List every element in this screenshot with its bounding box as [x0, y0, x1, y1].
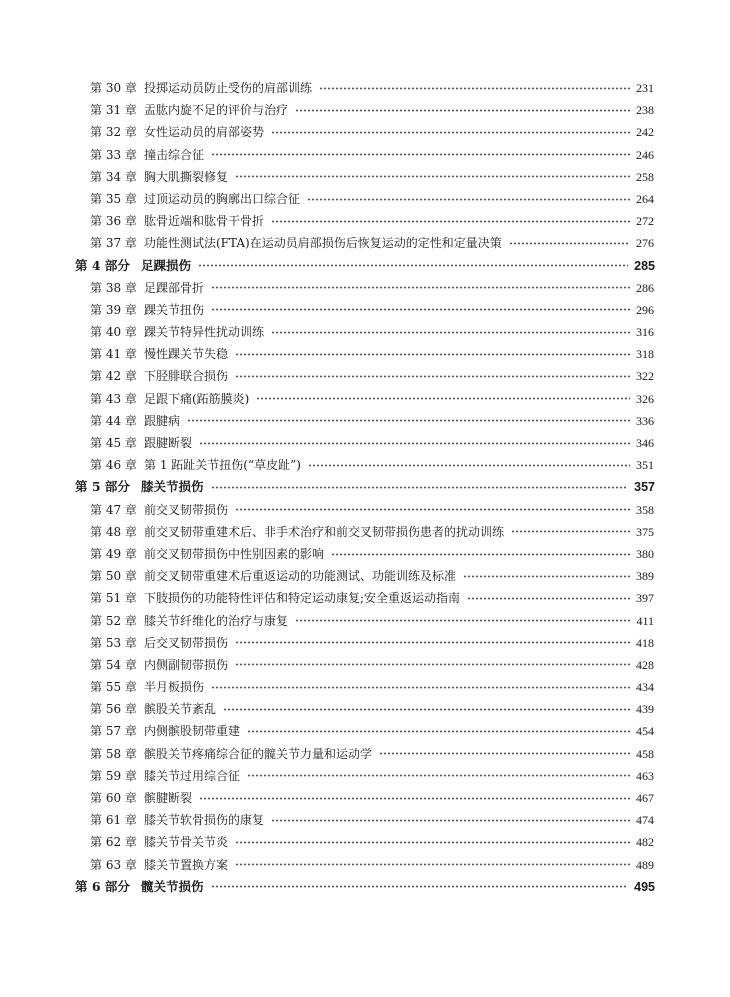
page-number: 482	[636, 835, 654, 850]
chapter-title: 半月板损伤	[144, 680, 205, 695]
chapter-number: 第 40 章	[90, 325, 137, 340]
dot-leader	[235, 863, 630, 866]
dot-leader	[307, 198, 630, 201]
toc-chapter-entry[interactable]	[0, 543, 730, 565]
chapter-number: 第 58 章	[90, 746, 137, 761]
chapter-number: 第 53 章	[90, 635, 137, 650]
chapter-title: 内侧髌股韧带重建	[144, 724, 241, 739]
chapter-title: 肱骨近端和肱骨干骨折	[144, 214, 265, 229]
toc-chapter-entry[interactable]	[0, 831, 730, 853]
chapter-title: 膝关节软骨损伤的康复	[144, 813, 265, 828]
toc-chapter-entry[interactable]	[0, 365, 730, 387]
toc-chapter-entry[interactable]	[0, 654, 730, 676]
chapter-title: 下胫腓联合损伤	[144, 369, 229, 384]
chapter-number: 第 46 章	[90, 458, 137, 473]
part-number: 第 6 部分	[75, 878, 130, 894]
chapter-title: 膝关节纤维化的治疗与康复	[144, 613, 289, 628]
toc-chapter-entry[interactable]	[0, 499, 730, 521]
dot-leader	[271, 331, 630, 334]
page-number: 318	[636, 347, 654, 362]
dot-leader	[463, 575, 630, 578]
dot-leader	[199, 442, 630, 445]
dot-leader	[235, 663, 630, 666]
dot-leader	[235, 508, 630, 511]
chapter-title: 跟腱病	[144, 413, 181, 428]
chapter-title: 前交叉韧带重建术后重返运动的功能测试、功能训练及标准	[144, 569, 457, 584]
chapter-number: 第 32 章	[90, 125, 137, 140]
toc-chapter-entry[interactable]	[0, 720, 730, 742]
chapter-title: 前交叉韧带重建术后、非手术治疗和前交叉韧带损伤患者的扰动训练	[144, 524, 505, 539]
dot-leader	[319, 87, 630, 90]
dot-leader	[235, 641, 630, 644]
dot-leader	[271, 131, 630, 134]
chapter-title: 慢性踝关节失稳	[144, 347, 229, 362]
toc-chapter-entry[interactable]	[0, 676, 730, 698]
toc-chapter-entry[interactable]	[0, 388, 730, 410]
part-title: 膝关节损伤	[141, 479, 204, 495]
dot-leader	[235, 353, 630, 356]
toc-chapter-entry[interactable]	[0, 854, 730, 876]
page-number: 467	[636, 791, 654, 805]
dot-leader	[211, 153, 630, 156]
dot-leader	[223, 708, 630, 711]
chapter-number: 第 49 章	[90, 546, 137, 561]
dot-leader	[256, 397, 630, 400]
toc-part-entry[interactable]	[0, 476, 730, 498]
toc-chapter-entry[interactable]	[0, 232, 730, 254]
page-number: 346	[636, 436, 654, 450]
page-number: 357	[634, 480, 655, 495]
toc-chapter-entry[interactable]	[0, 809, 730, 831]
page-number: 264	[636, 191, 654, 206]
chapter-number: 第 44 章	[90, 413, 137, 428]
chapter-title: 盂肱内旋不足的评价与治疗	[144, 103, 289, 118]
page-number: 231	[636, 81, 654, 95]
toc-chapter-entry[interactable]	[0, 210, 730, 232]
chapter-number: 第 47 章	[90, 502, 137, 517]
chapter-title: 第 1 跖趾关节扭伤(“草皮趾”)	[144, 458, 301, 473]
page-number: 474	[636, 813, 654, 828]
dot-leader	[247, 774, 630, 777]
chapter-number: 第 42 章	[90, 369, 137, 384]
chapter-number: 第 51 章	[90, 591, 137, 606]
toc-chapter-entry[interactable]	[0, 99, 730, 121]
dot-leader	[379, 752, 630, 755]
part-title: 足踝损伤	[141, 257, 192, 273]
dot-leader	[308, 464, 630, 467]
dot-leader	[235, 841, 630, 844]
chapter-title: 下肢损伤的功能特性评估和特定运动康复;安全重返运动指南	[144, 591, 461, 606]
part-title: 髋关节损伤	[141, 878, 204, 894]
page-number: 358	[636, 502, 654, 517]
chapter-title: 前交叉韧带损伤中性别因素的影响	[144, 546, 325, 561]
chapter-number: 第 56 章	[90, 702, 137, 717]
chapter-number: 第 54 章	[90, 657, 137, 672]
toc-part-entry[interactable]	[0, 876, 730, 898]
part-number: 第 5 部分	[75, 479, 130, 495]
chapter-title: 髌股关节疼痛综合征的髋关节力量和运动学	[144, 746, 373, 761]
dot-leader	[295, 619, 630, 622]
page-number: 489	[636, 857, 654, 872]
toc-chapter-entry[interactable]	[0, 787, 730, 809]
dot-leader	[199, 797, 630, 800]
toc-chapter-entry[interactable]	[0, 743, 730, 765]
chapter-title: 投掷运动员防止受伤的肩部训练	[144, 81, 313, 95]
chapter-number: 第 30 章	[90, 81, 137, 95]
dot-leader	[271, 819, 630, 822]
chapter-title: 前交叉韧带损伤	[144, 502, 229, 517]
toc-chapter-entry[interactable]	[0, 144, 730, 166]
page-number: 316	[636, 325, 654, 340]
page-number: 351	[636, 458, 654, 473]
toc-chapter-entry[interactable]	[0, 765, 730, 787]
dot-leader	[331, 553, 630, 556]
dot-leader	[211, 308, 630, 311]
page-number: 375	[636, 524, 654, 539]
chapter-number: 第 63 章	[90, 857, 137, 872]
chapter-number: 第 62 章	[90, 835, 137, 850]
chapter-title: 髌腱断裂	[144, 791, 193, 805]
chapter-title: 跟腱断裂	[144, 436, 193, 450]
page-number: 428	[636, 657, 654, 672]
chapter-number: 第 37 章	[90, 236, 137, 251]
page-number: 326	[636, 391, 654, 406]
chapter-title: 胸大肌撕裂修复	[144, 169, 229, 184]
toc-chapter-entry[interactable]	[0, 188, 730, 210]
dot-leader	[235, 375, 630, 378]
chapter-number: 第 41 章	[90, 347, 137, 362]
chapter-number: 第 60 章	[90, 791, 137, 805]
toc-chapter-entry[interactable]	[0, 610, 730, 632]
dot-leader	[271, 220, 630, 223]
dot-leader	[187, 419, 630, 422]
chapter-title: 后交叉韧带损伤	[144, 635, 229, 650]
toc-chapter-entry[interactable]	[0, 410, 730, 432]
chapter-number: 第 55 章	[90, 680, 137, 695]
chapter-title: 功能性测试法(FTA)在运动员肩部损伤后恢复运动的定性和定量决策	[144, 236, 502, 251]
toc-chapter-entry[interactable]	[0, 432, 730, 454]
chapter-number: 第 33 章	[90, 147, 137, 162]
page-number: 380	[636, 546, 654, 561]
chapter-number: 第 34 章	[90, 169, 137, 184]
chapter-number: 第 59 章	[90, 768, 137, 783]
toc-chapter-entry[interactable]	[0, 77, 730, 99]
toc-chapter-entry[interactable]	[0, 321, 730, 343]
dot-leader	[235, 175, 630, 178]
chapter-title: 髌股关节紊乱	[144, 702, 217, 717]
toc-chapter-entry[interactable]	[0, 166, 730, 188]
part-number: 第 4 部分	[75, 257, 130, 273]
toc-chapter-entry[interactable]	[0, 587, 730, 609]
chapter-title: 过顶运动员的胸廓出口综合征	[144, 191, 301, 206]
chapter-title: 膝关节骨关节炎	[144, 835, 229, 850]
page-number: 258	[636, 169, 654, 184]
page-number: 418	[636, 635, 654, 650]
dot-leader	[511, 530, 630, 533]
page-number: 495	[634, 879, 655, 894]
chapter-number: 第 31 章	[90, 103, 137, 118]
toc-chapter-entry[interactable]	[0, 521, 730, 543]
toc-chapter-entry[interactable]	[0, 454, 730, 476]
page-number: 458	[636, 746, 654, 761]
chapter-number: 第 57 章	[90, 724, 137, 739]
dot-leader	[295, 109, 630, 112]
toc-chapter-entry[interactable]	[0, 565, 730, 587]
toc-chapter-entry[interactable]	[0, 632, 730, 654]
table-of-contents	[0, 77, 730, 898]
chapter-title: 足跟下痛(跖筋膜炎)	[144, 391, 250, 406]
chapter-title: 撞击综合征	[144, 147, 205, 162]
page-number: 411	[636, 613, 654, 628]
chapter-title: 足踝部骨折	[144, 280, 205, 295]
chapter-title: 膝关节置换方案	[144, 857, 229, 872]
dot-leader	[509, 242, 630, 245]
page-number: 397	[636, 591, 654, 606]
chapter-number: 第 38 章	[90, 280, 137, 295]
page-number: 246	[636, 147, 654, 162]
toc-part-entry[interactable]	[0, 255, 730, 277]
chapter-number: 第 52 章	[90, 613, 137, 628]
chapter-number: 第 35 章	[90, 191, 137, 206]
page-number: 296	[636, 302, 654, 317]
page-number: 276	[636, 236, 654, 251]
chapter-title: 踝关节扭伤	[144, 302, 205, 317]
dot-leader	[467, 597, 630, 600]
dot-leader	[198, 264, 628, 267]
page-number: 322	[636, 369, 654, 384]
chapter-title: 内侧副韧带损伤	[144, 657, 229, 672]
page-number: 434	[636, 680, 654, 695]
chapter-number: 第 50 章	[90, 569, 137, 584]
chapter-title: 膝关节过用综合征	[144, 768, 241, 783]
page-number: 389	[636, 569, 654, 584]
toc-chapter-entry[interactable]	[0, 121, 730, 143]
dot-leader	[247, 730, 630, 733]
page-number: 238	[636, 103, 654, 118]
toc-chapter-entry[interactable]	[0, 343, 730, 365]
chapter-number: 第 39 章	[90, 302, 137, 317]
page-number: 242	[636, 125, 654, 140]
toc-chapter-entry[interactable]	[0, 277, 730, 299]
chapter-number: 第 61 章	[90, 813, 137, 828]
chapter-number: 第 36 章	[90, 214, 137, 229]
dot-leader	[211, 885, 629, 888]
dot-leader	[211, 686, 630, 689]
page-number: 286	[636, 280, 654, 295]
page-number: 285	[634, 258, 655, 273]
chapter-number: 第 43 章	[90, 391, 137, 406]
toc-chapter-entry[interactable]	[0, 299, 730, 321]
dot-leader	[211, 486, 629, 489]
chapter-number: 第 48 章	[90, 524, 137, 539]
chapter-title: 女性运动员的肩部姿势	[144, 125, 265, 140]
page-number: 439	[636, 702, 654, 717]
page-number: 336	[636, 413, 654, 428]
chapter-title: 踝关节特异性扰动训练	[144, 325, 265, 340]
page-number: 463	[636, 768, 654, 783]
chapter-number: 第 45 章	[90, 436, 137, 450]
page-number: 272	[636, 214, 654, 229]
toc-chapter-entry[interactable]	[0, 698, 730, 720]
page-number: 454	[636, 724, 654, 739]
dot-leader	[211, 286, 630, 289]
